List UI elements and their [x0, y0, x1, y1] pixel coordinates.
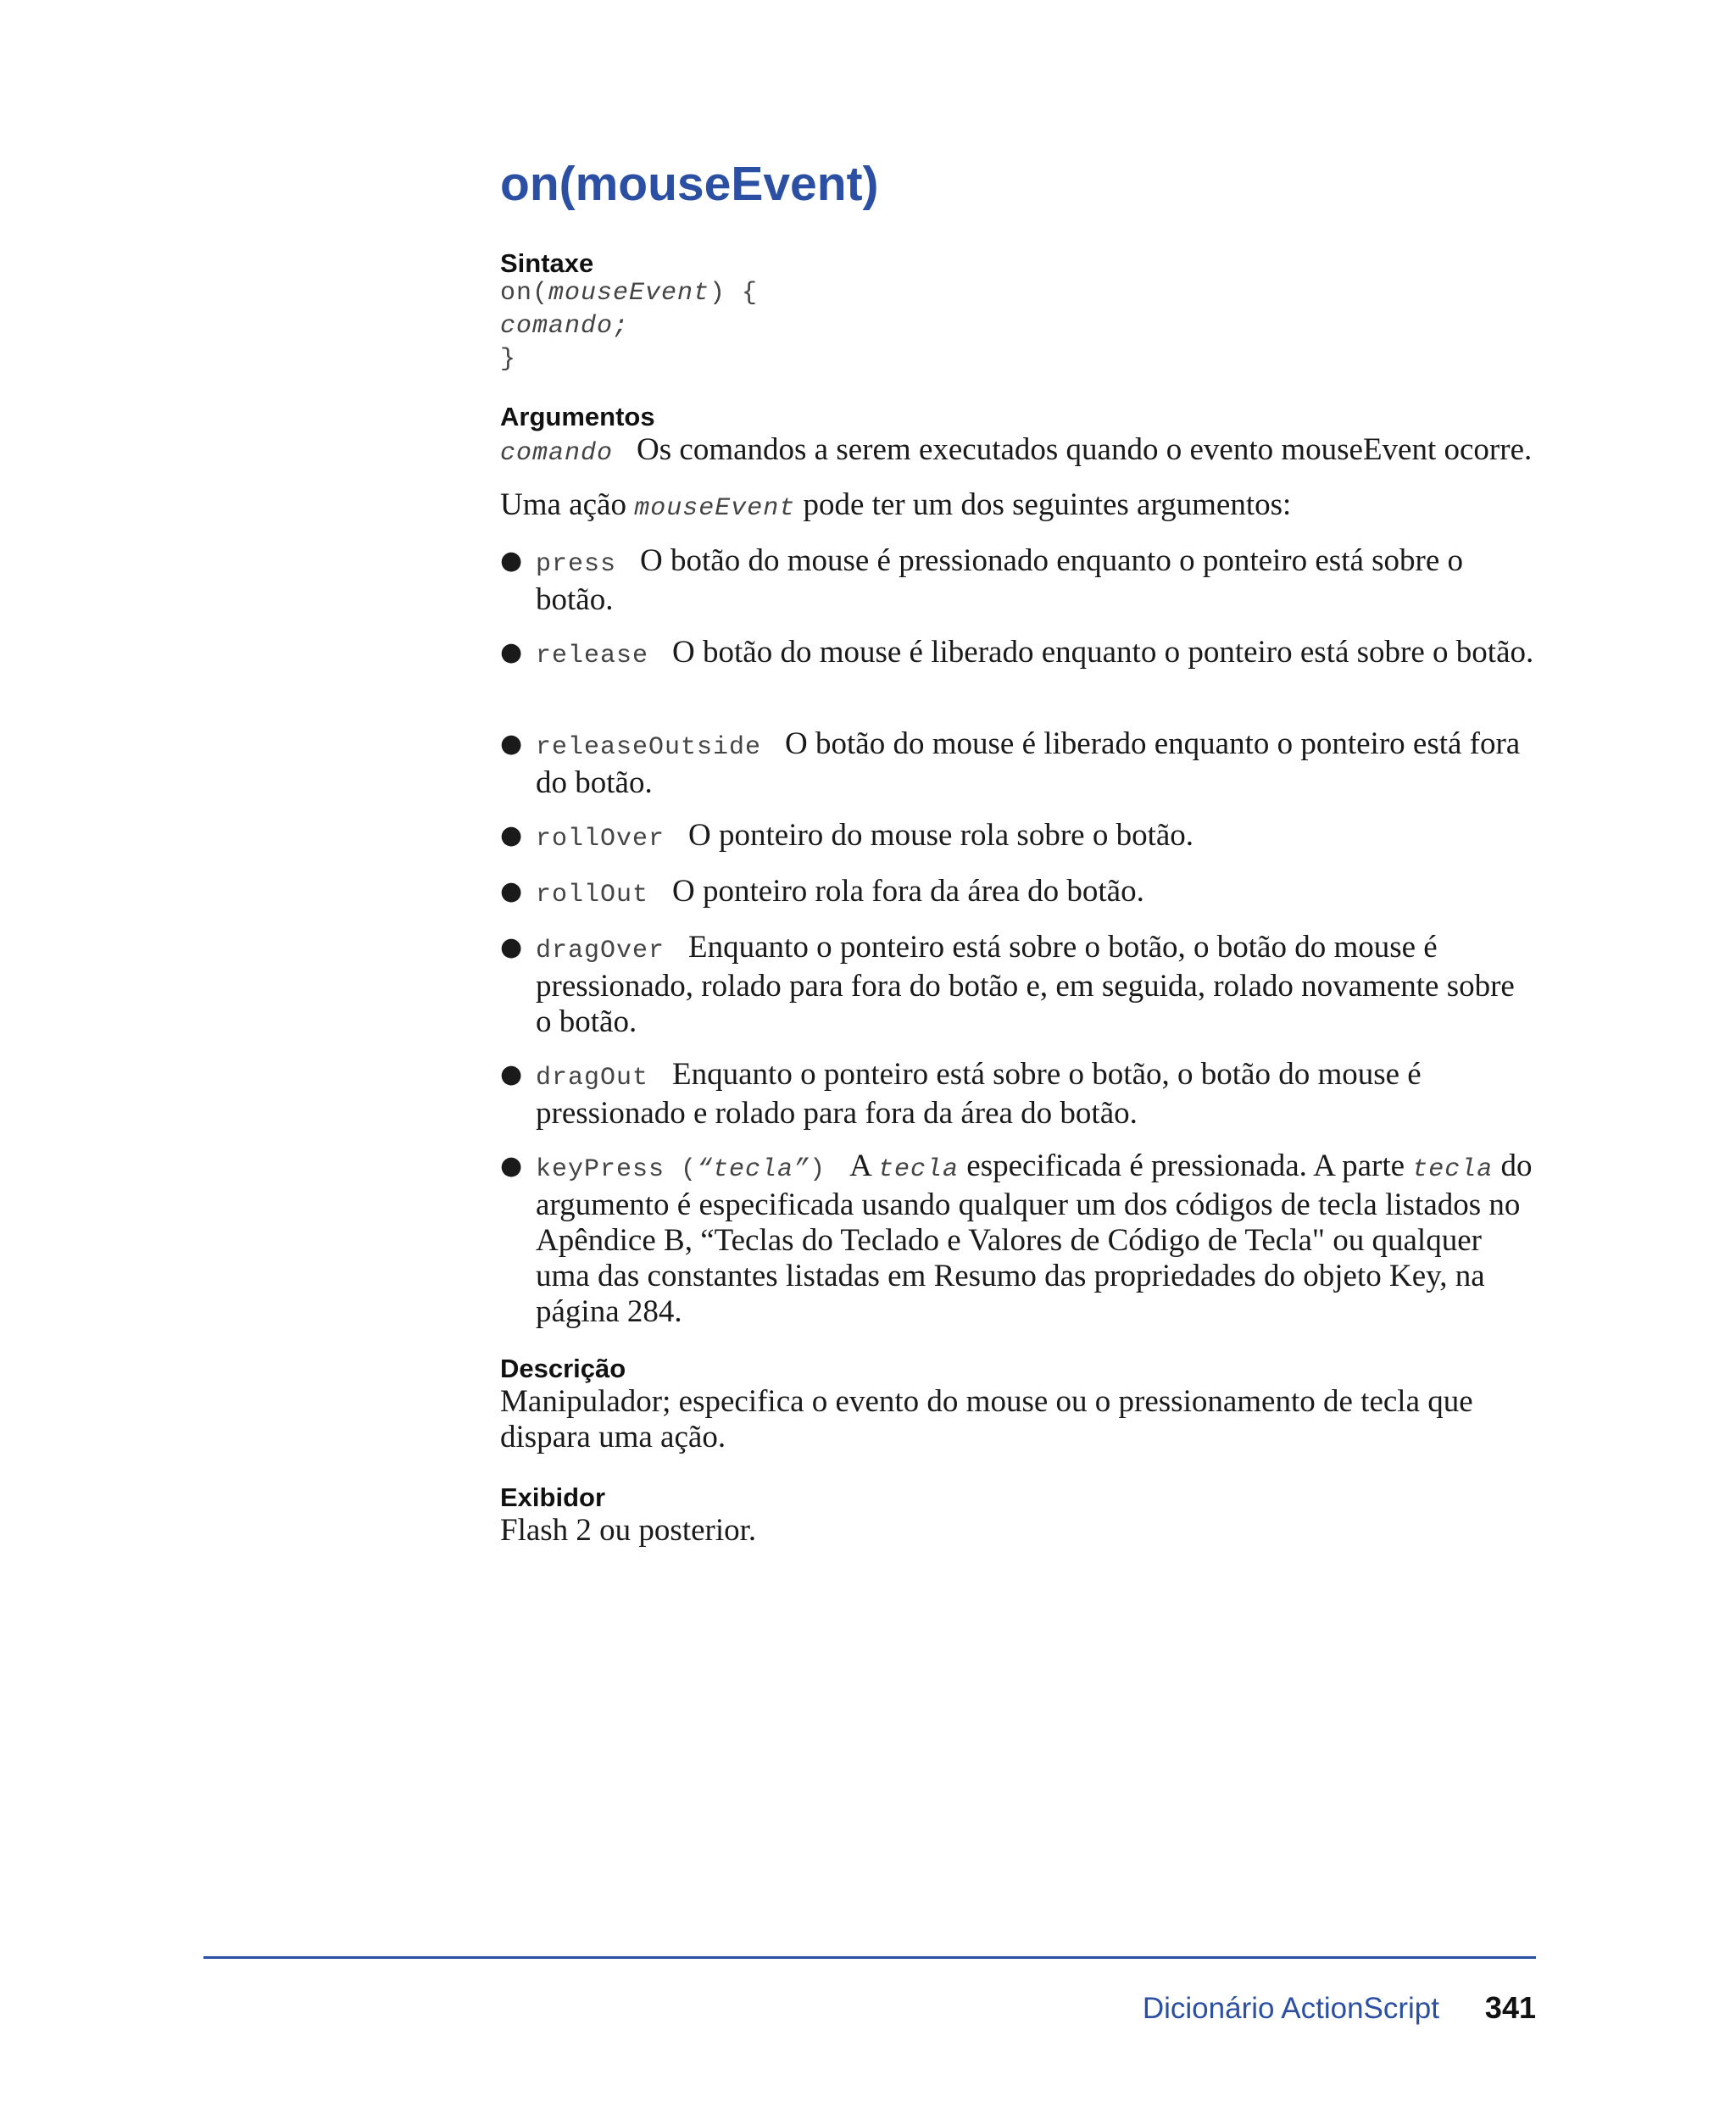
bullet-icon: ●: [500, 932, 523, 962]
bullet-icon: ●: [500, 729, 523, 759]
list-item-desc: O ponteiro do mouse rola sobre o botão.: [688, 818, 1194, 853]
page-number: 341: [1484, 1990, 1536, 2025]
list-item-desc: Enquanto o ponteiro está sobre o botão, o botão do mouse é pressionado e rolado para fora da área do botão.: [536, 1057, 1422, 1131]
list-item-desc: O ponteiro rola fora da área do botão.: [672, 874, 1144, 909]
list-item-release: [500, 635, 1536, 674]
bullet-icon: ●: [500, 876, 523, 906]
footer-book-title: Dicionário ActionScript: [1142, 1992, 1439, 2025]
keypress-desc-a: A: [849, 1148, 879, 1183]
list-item-drag-over: [500, 930, 1536, 1040]
syntax-heading: Sintaxe: [500, 248, 594, 278]
player-text: Flash 2 ou posterior.: [500, 1513, 757, 1548]
bullet-icon: ●: [500, 820, 523, 850]
bullet-icon: ●: [500, 546, 523, 576]
syntax-line-1-prefix: on(: [500, 279, 549, 308]
argument-comando: [500, 432, 1536, 471]
keypress-desc-c: do argumento é especificada usando qualquer um dos códigos de tecla listados no Apêndice B, “Teclas do Teclado e Valores de Código de Tecla" ou qualquer uma das constantes listadas em Resumo das propriedades do objeto Key, na página 284.: [536, 1148, 1533, 1329]
list-item-code: dragOut: [536, 1064, 649, 1093]
list-item-code: rollOver: [536, 825, 665, 854]
syntax-line-2: comando;: [500, 312, 630, 341]
keypress-desc-b: especificada é pressionada. A parte: [959, 1148, 1413, 1183]
list-item-roll-out: [500, 874, 1536, 913]
list-item-desc: O botão do mouse é pressionado enquanto o ponteiro está sobre o botão.: [536, 543, 1464, 617]
footer-divider: [203, 1956, 1536, 1959]
list-item-press: [500, 543, 1536, 618]
list-item-drag-out: [500, 1057, 1536, 1132]
player-heading: Exibidor: [500, 1482, 606, 1512]
bullet-icon: ●: [500, 637, 523, 667]
arguments-heading: Argumentos: [500, 402, 655, 431]
argument-comando-name: comando: [500, 439, 614, 468]
arguments-intro: [500, 487, 1536, 526]
bullet-icon: ●: [500, 1151, 523, 1181]
page-title: on(mouseEvent): [500, 157, 879, 211]
list-item-desc: Enquanto o ponteiro está sobre o botão, o botão do mouse é pressionado, rolado para fora do botão e, em seguida, rolado novamente sobre o botão.: [536, 930, 1515, 1039]
list-item-code: release: [536, 642, 649, 670]
arguments-intro-code: mouseEvent: [634, 494, 796, 523]
keypress-desc-code-1: tecla: [878, 1155, 960, 1184]
list-item-code: rollOut: [536, 881, 649, 909]
arguments-intro-suffix: pode ter um dos seguintes argumentos:: [795, 487, 1292, 522]
list-item-code: press: [536, 550, 617, 579]
syntax-line-1-suffix: ) {: [709, 279, 759, 308]
keypress-code-suffix: ): [810, 1155, 826, 1184]
keypress-code-arg: “tecla”: [697, 1155, 810, 1184]
keypress-code-prefix: keyPress (: [536, 1155, 698, 1184]
list-item-desc: O botão do mouse é liberado enquanto o ponteiro está fora do botão.: [536, 726, 1521, 800]
list-item-code: dragOver: [536, 937, 665, 965]
description-text: Manipulador; especifica o evento do mouse ou o pressionamento de tecla que dispara uma ação.: [500, 1384, 1473, 1454]
list-item-code: releaseOutside: [536, 733, 762, 762]
bullet-icon: ●: [500, 1060, 523, 1089]
list-item-key-press: [500, 1148, 1536, 1330]
description-heading: Descrição: [500, 1354, 626, 1383]
syntax-line-3: }: [500, 345, 517, 374]
syntax-line-1: [500, 277, 758, 309]
keypress-desc-code-2: tecla: [1412, 1155, 1494, 1184]
list-item-desc: O botão do mouse é liberado enquanto o ponteiro está sobre o botão.: [672, 635, 1534, 670]
syntax-line-1-arg: mouseEvent: [548, 279, 710, 308]
argument-comando-desc: Os comandos a serem executados quando o evento mouseEvent ocorre.: [637, 432, 1533, 467]
list-item-roll-over: [500, 818, 1536, 857]
arguments-intro-prefix: Uma ação: [500, 487, 635, 522]
list-item-release-outside: [500, 726, 1536, 801]
